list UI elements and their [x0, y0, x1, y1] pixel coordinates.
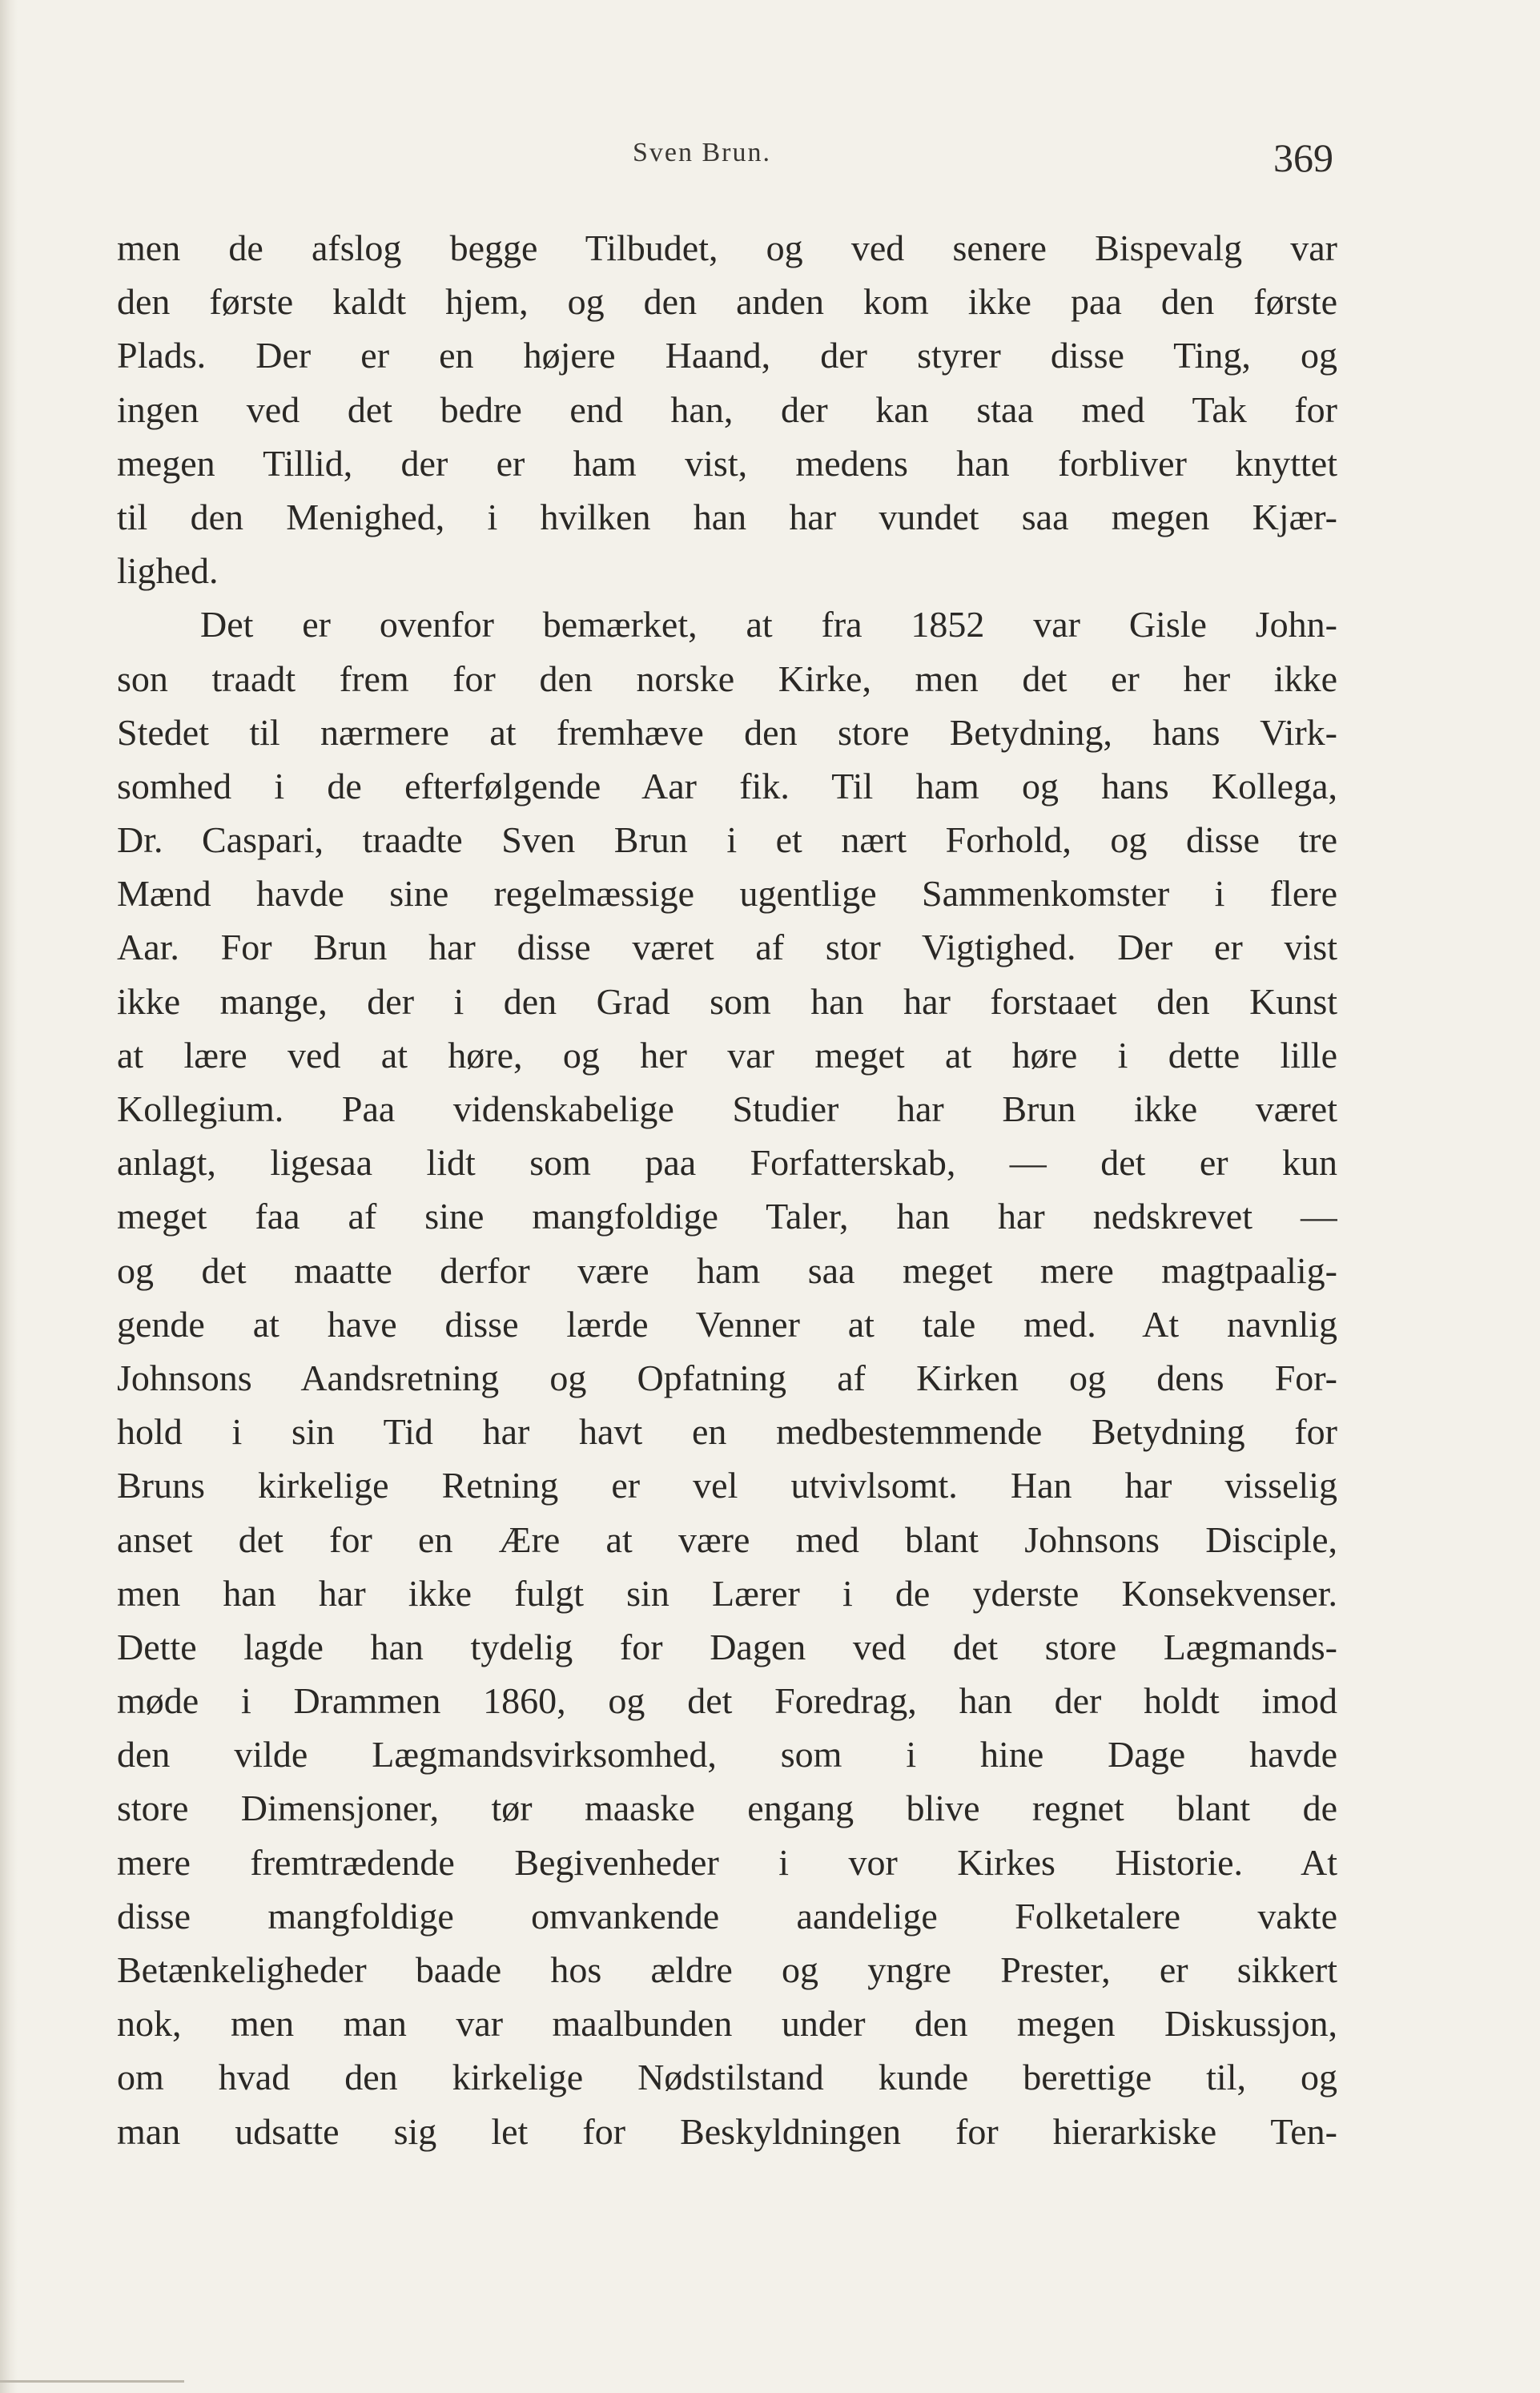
- text-line: anlagt, ligesaa lidt som paa Forfatterskab, — det er kun: [117, 1142, 1337, 1184]
- text-line: megen Tillid, der er ham vist, medens han forbliver knyttet: [117, 442, 1337, 484]
- text-line: ikke mange, der i den Grad som han har forstaaet den Kunst: [117, 980, 1337, 1022]
- text-line: møde i Drammen 1860, og det Foredrag, han der holdt imod: [117, 1680, 1337, 1722]
- page-header: [0, 135, 1540, 183]
- text-line: den første kaldt hjem, og den anden kom ikke paa den første: [117, 281, 1337, 323]
- text-line: til den Menighed, i hvilken han har vundet saa megen Kjær-: [117, 496, 1337, 537]
- text-line: man udsatte sig let for Beskyldningen for hierarkiske Ten-: [117, 2110, 1337, 2152]
- text-line: Stedet til nærmere at fremhæve den store Betydning, hans Virk-: [117, 711, 1337, 753]
- text-line: nok, men man var maalbunden under den megen Diskussjon,: [117, 2003, 1337, 2045]
- body-text: [117, 221, 1337, 2158]
- text-line: meget faa af sine mangfoldige Taler, han har nedskrevet —: [117, 1196, 1337, 1237]
- text-line: anset det for en Ære at være med blant Johnsons Disciple,: [117, 1518, 1337, 1560]
- text-line: Plads. Der er en højere Haand, der styrer disse Ting, og: [117, 335, 1337, 376]
- page-number: 369: [1273, 135, 1333, 180]
- text-line: Kollegium. Paa videnskabelige Studier har Brun ikke været: [117, 1088, 1337, 1129]
- text-line: ingen ved det bedre end han, der kan staa med Tak for: [117, 388, 1337, 430]
- text-line: Aar. For Brun har disse været af stor Vigtighed. Der er vist: [117, 927, 1337, 968]
- text-line: men de afslog begge Tilbudet, og ved senere Bispevalg var: [117, 227, 1337, 268]
- text-line: Bruns kirkelige Retning er vel utvivlsomt. Han har visselig: [117, 1465, 1337, 1506]
- binding-shadow: [0, 0, 18, 2393]
- text-line: Betænkeligheder baade hos ældre og yngre Prester, er sikkert: [117, 1949, 1337, 1990]
- text-line: somhed i de efterfølgende Aar fik. Til ham og hans Kollega,: [117, 765, 1337, 806]
- text-line: og det maatte derfor være ham saa meget mere magtpaalig-: [117, 1249, 1337, 1291]
- text-line: store Dimensjoner, tør maaske engang blive regnet blant de: [117, 1788, 1337, 1829]
- text-line: Dette lagde han tydelig for Dagen ved det store Lægmands-: [117, 1626, 1337, 1667]
- text-line: men han har ikke fulgt sin Lærer i de yderste Konsekvenser.: [117, 1572, 1337, 1614]
- text-line: hold i sin Tid har havt en medbestemmende Betydning for: [117, 1411, 1337, 1453]
- text-line: mere fremtrædende Begivenheder i vor Kirkes Historie. At: [117, 1841, 1337, 1883]
- text-line: om hvad den kirkelige Nødstilstand kunde berettige til, og: [117, 2057, 1337, 2098]
- text-line: lighed.: [117, 550, 219, 592]
- bottom-rule: [0, 2380, 184, 2383]
- text-line: son traadt frem for den norske Kirke, men det er her ikke: [117, 658, 1337, 699]
- text-line: gende at have disse lærde Venner at tale med. At navnlig: [117, 1303, 1337, 1345]
- text-line: Johnsons Aandsretning og Opfatning af Kirken og dens For-: [117, 1357, 1337, 1398]
- text-line: at lære ved at høre, og her var meget at høre i dette lille: [117, 1034, 1337, 1076]
- text-line: disse mangfoldige omvankende aandelige Folketalere vakte: [117, 1895, 1337, 1937]
- text-line: Det er ovenfor bemærket, at fra 1852 var Gisle John-: [200, 604, 1337, 646]
- text-line: den vilde Lægmandsvirksomhed, som i hine Dage havde: [117, 1734, 1337, 1776]
- running-head: Sven Brun.: [633, 138, 771, 167]
- text-line: Mænd havde sine regelmæssige ugentlige Sammenkomster i flere: [117, 873, 1337, 915]
- text-line: Dr. Caspari, traadte Sven Brun i et nært Forhold, og disse tre: [117, 819, 1337, 861]
